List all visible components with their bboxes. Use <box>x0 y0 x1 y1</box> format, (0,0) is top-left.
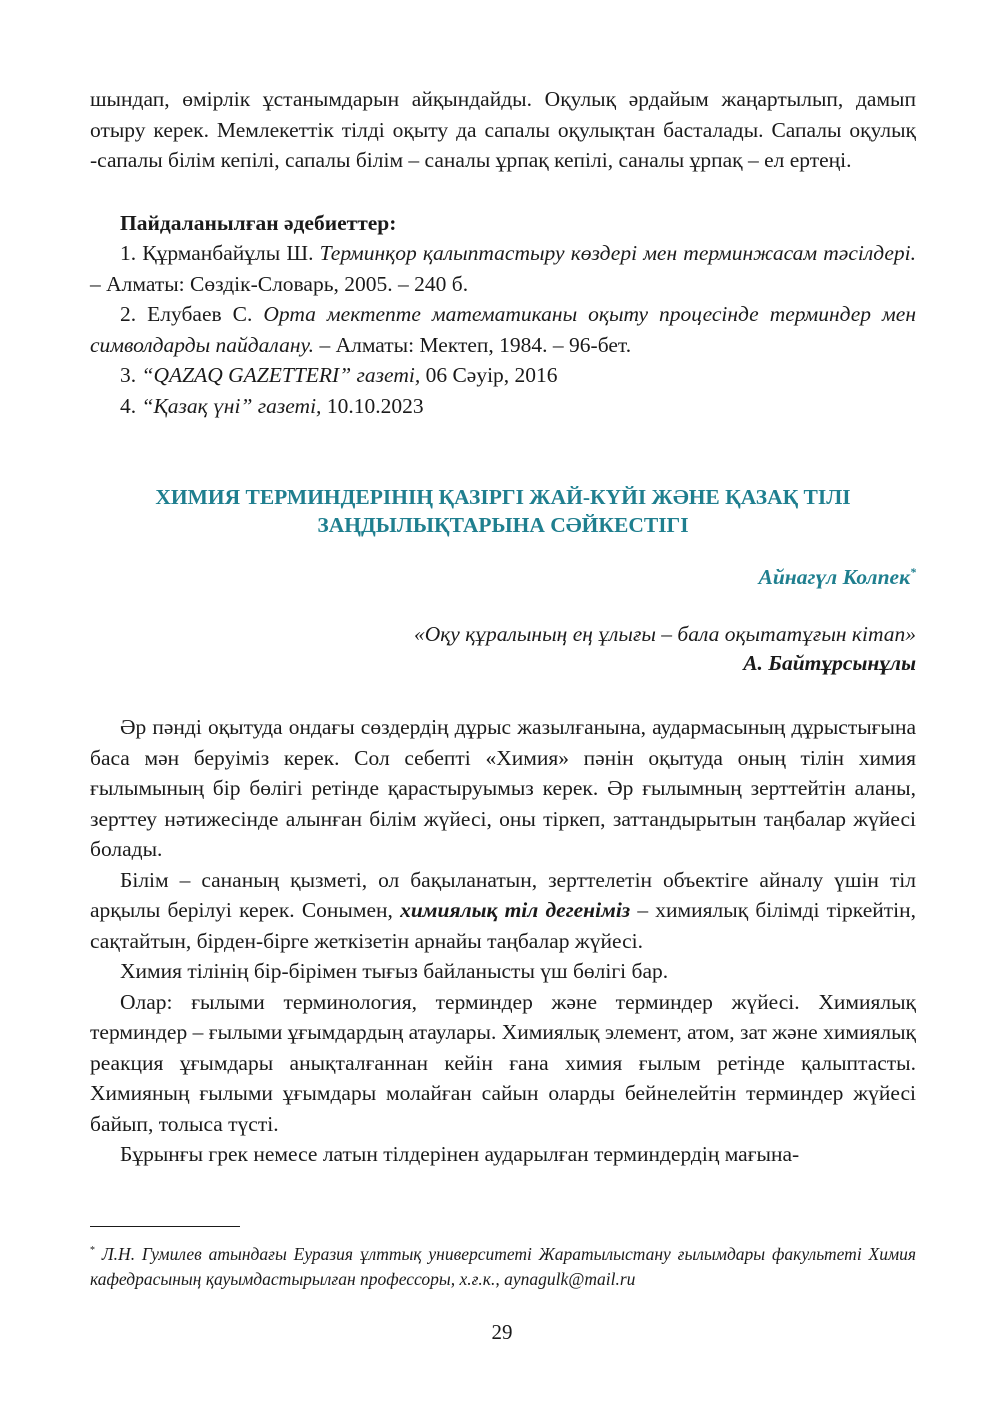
footnote-marker: * <box>910 565 916 579</box>
article-title-line: ХИМИЯ ТЕРМИНДЕРІНІҢ ҚАЗІРГІ ЖАЙ-КҮЙІ ЖӘНЕ ҚАЗАҚ ТІЛІ <box>155 485 851 509</box>
page-body <box>90 84 916 1170</box>
footnote-mark: * <box>90 1245 95 1256</box>
footnote: * Л.Н. Гумилев атындағы Еуразия ұлттық университеті Жаратылыстану ғылымдары факультеті Химия кафедрасының қауымдастырылған профессоры, х.ғ.к., aynagulk@mail.ru <box>90 1243 916 1289</box>
references-list <box>90 238 916 421</box>
reference-item: 1. Құрманбайұлы Ш. Терминқор қалыптастыру көздері мен терминжасам тәсілдері. – Алматы: Сөздік-Словарь, 2005. – 240 б. <box>90 241 917 296</box>
article-title <box>90 483 916 539</box>
article-title-line: ЗАҢДЫЛЫҚТАРЫНА СӘЙКЕСТІГІ <box>317 513 689 537</box>
body-paragraph: Әр пәнді оқытуда ондағы сөздердің дұрыс жазылғанына, аудармасының дұрыстығына баса мән беруіміз керек. Сол себепті «Химия» пәнін оқытуда оның тілін химия ғылымының бір бөлігі ретінде қарастыруымыз керек. Әр ғылымның зерттейтін аланы, зерттеу нәтижесінде алынған білім жүйесі, оны тіркеп, заттандырытын таңбалар жүйесі болады. <box>90 715 916 862</box>
reference-item: 3. “QAZAQ GAZETTERI” газеті, 06 Сәуір, 2016 <box>120 363 558 387</box>
reference-item: 4. “Қазақ үні” газеті, 10.10.2023 <box>120 393 424 418</box>
epigraph-quote: «Оқу құралының ең ұлығы – бала оқытатұғын кітап» <box>413 622 916 647</box>
body-paragraph: Бұрынғы грек немесе латын тілдерінен аударылған терминдердің мағына- <box>120 1142 800 1167</box>
article-author: Айнагүл Колпек* <box>758 565 916 590</box>
page-number: 29 <box>491 1320 513 1344</box>
top-paragraph: шындап, өмірлік ұстанымдарын айқындайды. Оқулық әрдайым жаңартылып, дамып отыру керек. Мемлекеттік тілді оқыту да сапалы оқулықтан басталады. Сапалы оқулық -сапалы білім кепілі, сапалы білім – саналы ұрпақ кепілі, саналы ұрпақ – ел ертеңі. <box>90 87 916 172</box>
epigraph-author: А. Байтұрсынұлы <box>743 651 916 676</box>
emphasized-term: химиялық тіл дегеніміз <box>400 898 631 923</box>
reference-item: 2. Елубаев С. Орта мектепте математиканы оқыту процесінде терминдер мен символдарды пайдалану. – Алматы: Мектеп, 1984. – 96-бет. <box>90 302 916 357</box>
body-paragraph: Химия тілінің бір-бірімен тығыз байланысты үш бөлігі бар. <box>120 959 669 984</box>
references-title: Пайдаланылған әдебиеттер: <box>120 210 397 235</box>
body-paragraph: Олар: ғылыми терминология, терминдер және терминдер жүйесі. Химиялық терминдер – ғылыми ұғымдардың атаулары. Химиялық элемент, атом, зат және химиялық реакция ұғымдары анықталғаннан кейін ғана химия ғылым ретінде қалыптасты. Химияның ғылыми ұғымдары молайған сайын оларды бейнелейтін терминдер жүйесі байып, толыса түсті. <box>90 989 916 1136</box>
footnote-divider <box>90 1226 240 1227</box>
body-paragraph: Білім – сананың қызметі, ол бақыланатын, зерттелетін объектіге айналу үшін тіл арқылы берілуі керек. Сонымен, химиялық тіл дегеніміз – химиялық білімді тіркейтін, сақтайтын, бірден-бірге жеткізетін арнайы таңбалар жүйесі. <box>90 867 916 953</box>
